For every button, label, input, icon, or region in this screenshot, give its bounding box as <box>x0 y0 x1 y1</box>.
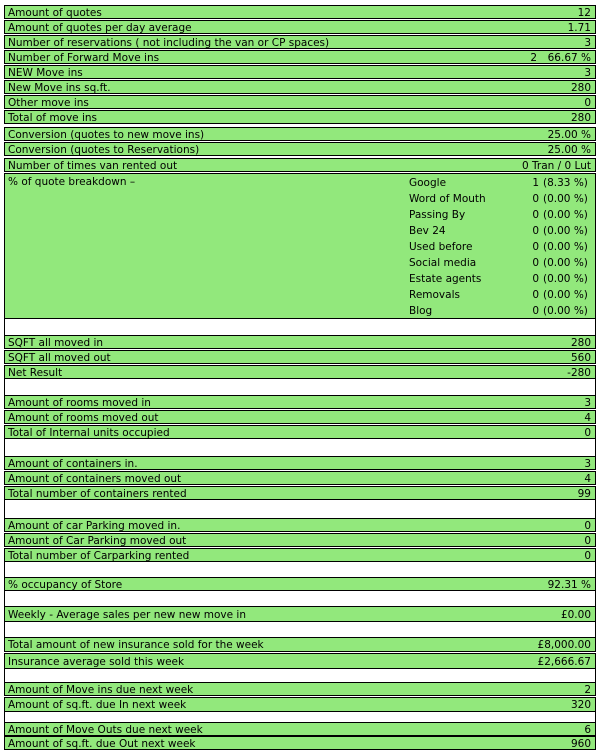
row-label: Conversion (quotes to Reservations) <box>8 144 200 156</box>
row-car-parking-total <box>4 548 596 562</box>
row-count: 2 <box>530 52 537 64</box>
row-label: Amount of sq.ft. due In next week <box>8 699 187 711</box>
row-value: 280 <box>570 82 591 94</box>
breakdown-source: Estate agents <box>409 273 482 285</box>
breakdown-count: 0 <box>532 273 539 285</box>
breakdown-source: Social media <box>409 257 477 269</box>
breakdown-percent: (0.00 %) <box>543 305 588 317</box>
row-move-ins-due <box>4 682 596 696</box>
row-containers-out <box>4 471 596 485</box>
spacer-row <box>4 500 596 518</box>
row-insurance-total <box>4 637 596 652</box>
row-internal-units <box>4 425 596 439</box>
breakdown-count: 0 <box>532 193 539 205</box>
row-reservations <box>4 35 596 49</box>
row-value: 25.00 % <box>547 129 591 141</box>
row-label: SQFT all moved out <box>8 352 111 364</box>
row-label: Amount of Car Parking moved out <box>8 535 187 547</box>
row-sqft-moved-in <box>4 335 596 349</box>
row-label: Amount of containers moved out <box>8 473 182 485</box>
row-value: 0 <box>584 427 591 439</box>
breakdown-percent: (0.00 %) <box>543 241 588 253</box>
breakdown-source: Passing By <box>409 209 466 221</box>
row-value: 66.67 % <box>547 52 591 64</box>
row-label: Net Result <box>8 367 63 379</box>
row-label: SQFT all moved in <box>8 337 104 349</box>
row-value: 320 <box>570 699 591 711</box>
row-label: Weekly - Average sales per new new move in <box>8 609 247 621</box>
row-value: 25.00 % <box>547 144 591 156</box>
row-rooms-moved-in <box>4 395 596 409</box>
row-occupancy <box>4 577 596 591</box>
row-other-move-ins <box>4 95 596 109</box>
row-value: 960 <box>570 738 591 750</box>
breakdown-source: Blog <box>409 305 433 317</box>
breakdown-percent: (0.00 %) <box>543 209 588 221</box>
row-value: 0 <box>584 520 591 532</box>
breakdown-source: Removals <box>409 289 460 301</box>
row-containers-total <box>4 486 596 500</box>
row-value: 4 <box>584 473 591 485</box>
row-containers-in <box>4 456 596 470</box>
row-label: Insurance average sold this week <box>8 656 185 668</box>
row-net-result <box>4 365 596 379</box>
row-label: Amount of Move ins due next week <box>8 684 194 696</box>
row-amount-of-quotes <box>4 5 596 19</box>
row-label: % occupancy of Store <box>8 579 123 591</box>
breakdown-count: 0 <box>532 289 539 301</box>
row-value: 280 <box>570 337 591 349</box>
row-value: 6 <box>584 724 591 736</box>
breakdown-count: 1 <box>532 177 539 189</box>
row-value: 3 <box>584 458 591 470</box>
row-weekly-average-sales <box>4 606 596 622</box>
row-move-outs-due <box>4 722 596 736</box>
row-label: Other move ins <box>8 97 89 109</box>
breakdown-source: Used before <box>409 241 473 253</box>
row-label: Amount of Move Outs due next week <box>8 724 203 736</box>
row-quotes-per-day <box>4 20 596 34</box>
spacer-row <box>4 669 596 682</box>
row-label: Total number of Carparking rented <box>8 550 190 562</box>
breakdown-count: 0 <box>532 257 539 269</box>
row-conversion-new <box>4 127 596 141</box>
breakdown-count: 0 <box>532 225 539 237</box>
row-value: £0.00 <box>560 609 591 621</box>
row-value: -280 <box>567 367 591 379</box>
row-sqft-due-out <box>4 736 596 750</box>
row-value: 2 <box>584 684 591 696</box>
row-value: 99 <box>577 488 591 500</box>
row-value: 560 <box>570 352 591 364</box>
breakdown-percent: (0.00 %) <box>543 193 588 205</box>
row-label: Amount of sq.ft. due Out next week <box>8 738 196 750</box>
breakdown-percent: (0.00 %) <box>543 257 588 269</box>
row-value: £8,000.00 <box>537 639 591 651</box>
row-label: Total amount of new insurance sold for the week <box>8 639 264 651</box>
row-value: 0 <box>584 550 591 562</box>
row-label: Conversion (quotes to new move ins) <box>8 129 205 141</box>
spacer-row <box>4 439 596 456</box>
row-label: Amount of quotes <box>8 7 102 19</box>
spacer-row <box>4 712 596 722</box>
row-value: 1.71 <box>567 22 591 34</box>
row-label: Number of Forward Move ins <box>8 52 160 64</box>
row-van-rented <box>4 158 596 172</box>
row-label: Total of move ins <box>8 112 98 124</box>
spacer-row <box>4 622 596 637</box>
row-value: 4 <box>584 412 591 424</box>
row-forward-move-ins <box>4 50 596 64</box>
row-label: Amount of rooms moved in <box>8 397 151 409</box>
row-label: Amount of car Parking moved in. <box>8 520 181 532</box>
row-value: 3 <box>584 67 591 79</box>
row-conversion-reservations <box>4 142 596 156</box>
breakdown-percent: (0.00 %) <box>543 225 588 237</box>
row-rooms-moved-out <box>4 410 596 424</box>
row-label: Total number of containers rented <box>8 488 187 500</box>
row-value: 92.31 % <box>547 579 591 591</box>
row-value: 280 <box>570 112 591 124</box>
breakdown-count: 0 <box>532 305 539 317</box>
row-car-parking-in <box>4 518 596 532</box>
breakdown-count: 0 <box>532 241 539 253</box>
row-label: Amount of rooms moved out <box>8 412 159 424</box>
breakdown-source: Word of Mouth <box>409 193 486 205</box>
row-label: Amount of containers in. <box>8 458 138 470</box>
row-value: 0 Tran / 0 Lut <box>522 160 591 172</box>
row-value: 3 <box>584 397 591 409</box>
row-value: 0 <box>584 97 591 109</box>
row-sqft-due-in <box>4 697 596 712</box>
row-value: 0 <box>584 535 591 547</box>
row-label: NEW Move ins <box>8 67 83 79</box>
row-label: Number of reservations ( not including the van or CP spaces) <box>8 37 330 49</box>
breakdown-source: Google <box>409 177 447 189</box>
row-value: £2,666.67 <box>537 656 591 668</box>
row-label: Total of Internal units occupied <box>8 427 170 439</box>
row-sqft-moved-out <box>4 350 596 364</box>
row-label: Number of times van rented out <box>8 160 178 172</box>
breakdown-label: % of quote breakdown – <box>8 176 136 188</box>
spacer-row <box>4 562 596 577</box>
row-value: 12 <box>577 7 591 19</box>
breakdown-percent: (0.00 %) <box>543 289 588 301</box>
row-new-move-ins-sqft <box>4 80 596 94</box>
spacer-row <box>4 319 596 335</box>
breakdown-percent: (8.33 %) <box>543 177 588 189</box>
row-value: 3 <box>584 37 591 49</box>
breakdown-source: Bev 24 <box>409 225 446 237</box>
quote-breakdown-block <box>4 173 596 319</box>
row-total-move-ins <box>4 110 596 124</box>
row-label: Amount of quotes per day average <box>8 22 192 34</box>
spacer-row <box>4 379 596 395</box>
row-insurance-average <box>4 653 596 669</box>
spacer-row <box>4 591 596 606</box>
breakdown-count: 0 <box>532 209 539 221</box>
row-new-move-ins <box>4 65 596 79</box>
row-label: New Move ins sq.ft. <box>8 82 111 94</box>
breakdown-percent: (0.00 %) <box>543 273 588 285</box>
row-car-parking-out <box>4 533 596 547</box>
